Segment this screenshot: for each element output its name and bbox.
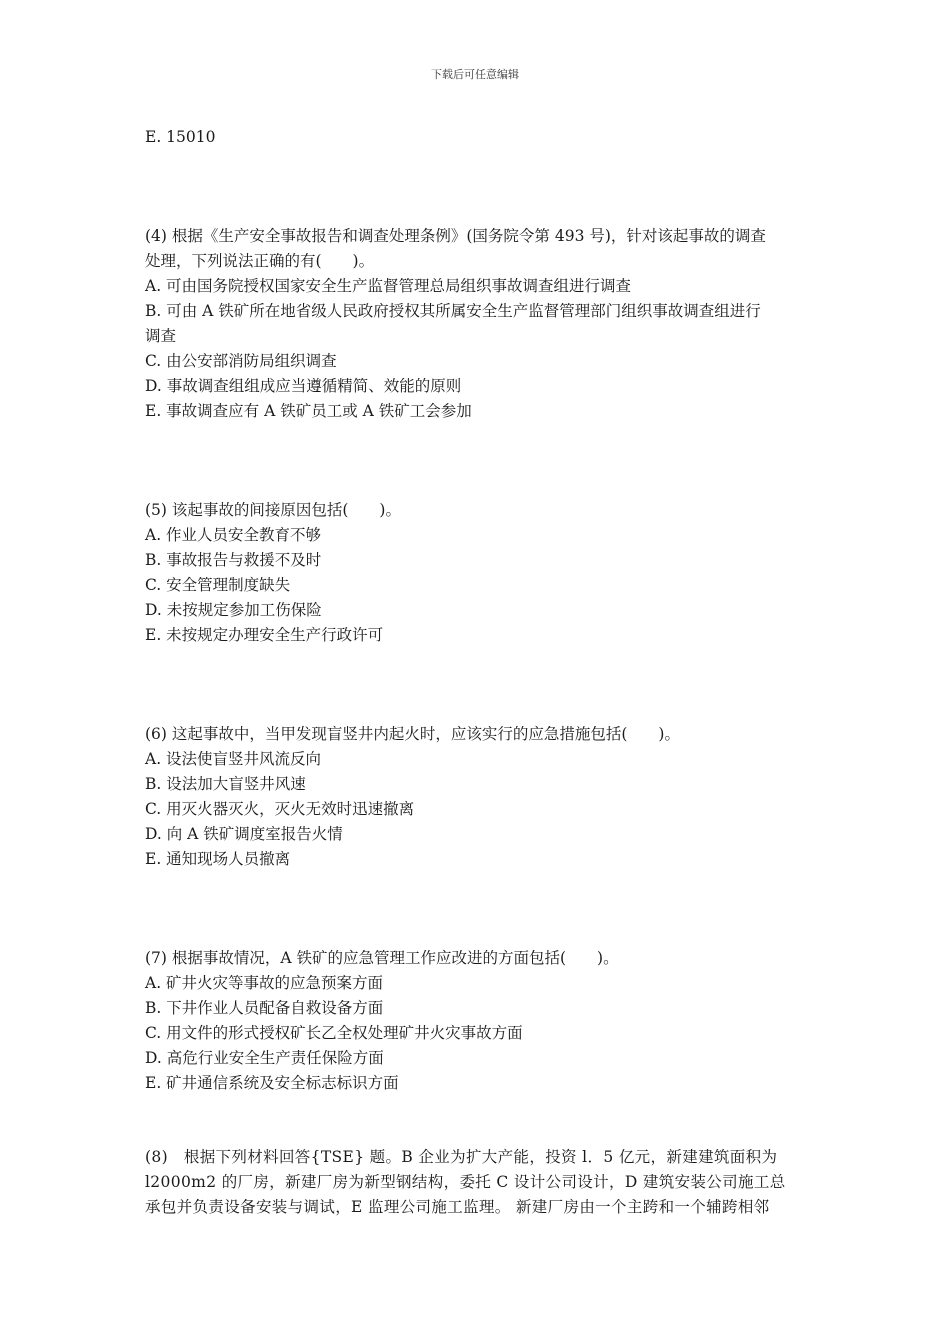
option-d: D. 向 A 铁矿调度室报告火情 xyxy=(145,825,343,843)
question-stem: (5) 该起事故的间接原因包括( )。 xyxy=(145,501,401,519)
option-b: B. 下井作业人员配备自救设备方面 xyxy=(145,999,384,1017)
option-b: B. 可由 A 铁矿所在地省级人民政府授权其所属安全生产监督管理部门组织事故调查组进行 xyxy=(145,302,761,320)
question-8 xyxy=(145,1145,807,1220)
question-7 xyxy=(145,946,807,1096)
option-a: A. 可由国务院授权国家安全生产监督管理总局组织事故调查组进行调查 xyxy=(145,277,632,295)
option-c: C. 安全管理制度缺失 xyxy=(145,576,291,594)
question-stem: (8) 根据下列材料回答{TSE} 题。B 企业为扩大产能，投资 l．5 亿元，新建建筑面积为 xyxy=(145,1148,778,1166)
question-stem: (6) 这起事故中，当甲发现盲竖井内起火时，应该实行的应急措施包括( )。 xyxy=(145,725,680,743)
option-b: B. 事故报告与救援不及时 xyxy=(145,551,322,569)
option-text: E. 15010 xyxy=(145,128,216,146)
option-e: E. 未按规定办理安全生产行政许可 xyxy=(145,626,384,644)
top-option xyxy=(145,125,807,150)
question-stem: 承包并负责设备安装与调试，E 监理公司施工监理。 新建厂房由一个主跨和一个辅跨相邻 xyxy=(145,1198,770,1216)
option-b-cont: 调查 xyxy=(145,327,177,345)
option-d: D. 高危行业安全生产责任保险方面 xyxy=(145,1049,384,1067)
question-stem: l2000m2 的厂房，新建厂房为新型钢结构，委托 C 设计公司设计，D 建筑安装公司施工总 xyxy=(145,1173,786,1191)
option-d: D. 未按规定参加工伤保险 xyxy=(145,601,322,619)
option-e: E. 事故调查应有 A 铁矿员工或 A 铁矿工会参加 xyxy=(145,402,472,420)
question-6 xyxy=(145,722,807,872)
question-stem: (7) 根据事故情况，A 铁矿的应急管理工作应改进的方面包括( )。 xyxy=(145,949,619,967)
option-c: C. 用灭火器灭火，灭火无效时迅速撤离 xyxy=(145,800,415,818)
option-e: E. 通知现场人员撤离 xyxy=(145,850,291,868)
page-header: 下载后可任意编辑 xyxy=(431,68,519,81)
option-a: A. 矿井火灾等事故的应急预案方面 xyxy=(145,974,384,992)
question-stem: 处理，下列说法正确的有( )。 xyxy=(145,252,375,270)
option-a: A. 设法使盲竖井风流反向 xyxy=(145,750,322,768)
question-stem: (4) 根据《生产安全事故报告和调查处理条例》(国务院令第 493 号)，针对该起事故的调查 xyxy=(145,227,766,245)
question-5 xyxy=(145,498,807,648)
option-e: E. 矿井通信系统及安全标志标识方面 xyxy=(145,1074,399,1092)
option-d: D. 事故调查组组成应当遵循精简、效能的原则 xyxy=(145,377,462,395)
option-c: C. 用文件的形式授权矿长乙全权处理矿井火灾事故方面 xyxy=(145,1024,523,1042)
option-c: C. 由公安部消防局组织调查 xyxy=(145,352,337,370)
option-a: A. 作业人员安全教育不够 xyxy=(145,526,322,544)
option-b: B. 设法加大盲竖井风速 xyxy=(145,775,306,793)
question-4 xyxy=(145,224,807,424)
